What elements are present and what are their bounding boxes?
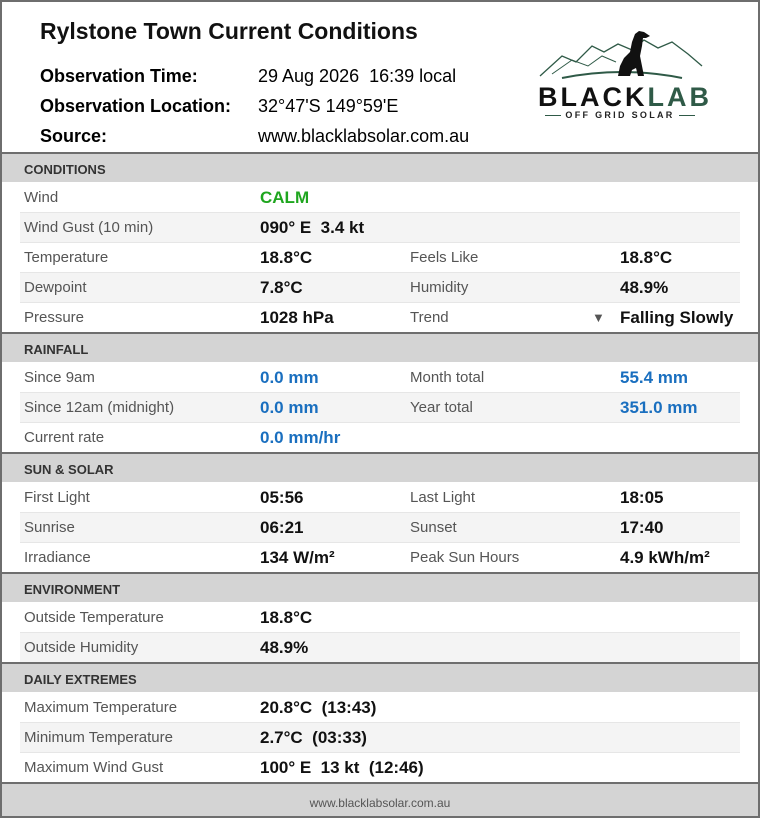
humidity-label: Humidity	[410, 279, 469, 296]
table-row	[20, 363, 740, 393]
outside-temperature-value: 18.8°C	[260, 608, 313, 627]
sunset-value: 17:40	[620, 518, 664, 537]
table-row	[20, 243, 740, 273]
last-light-label: Last Light	[410, 489, 476, 506]
wind-gust-value: 090° E 3.4 kt	[260, 218, 365, 237]
since-9am-value: 0.0 mm	[260, 368, 319, 387]
section-conditions-header: CONDITIONS	[2, 152, 758, 182]
section-sun-header: SUN & SOLAR	[2, 452, 758, 482]
dog-mountains-icon	[532, 26, 712, 82]
table-row	[20, 183, 740, 213]
since-midnight-value: 0.0 mm	[260, 398, 319, 417]
table-row	[20, 513, 740, 543]
sunrise-value: 06:21	[260, 518, 304, 537]
observation-location-value: 32°47'S 149°59'E	[258, 96, 399, 116]
humidity-value: 48.9%	[620, 278, 669, 297]
trend-value: Falling Slowly	[620, 308, 734, 327]
table-row	[20, 213, 740, 243]
outside-humidity-label: Outside Humidity	[24, 639, 139, 656]
logo-word-black: BLACK	[538, 82, 648, 112]
temperature-label: Temperature	[24, 249, 109, 266]
section-environment-header: ENVIRONMENT	[2, 572, 758, 602]
table-row	[20, 603, 740, 633]
sunset-label: Sunset	[410, 519, 457, 536]
wind-gust-label: Wind Gust (10 min)	[24, 219, 154, 236]
dewpoint-value: 7.8°C	[260, 278, 303, 297]
max-wind-gust-value: 100° E 13 kt (12:46)	[260, 758, 424, 777]
wind-value: CALM	[260, 188, 310, 207]
logo-word-green: LAB	[647, 82, 712, 112]
temperature-value: 18.8°C	[260, 248, 313, 267]
logo-tagline: OFF GRID SOLAR	[538, 110, 702, 120]
table-row	[20, 483, 740, 513]
dewpoint-label: Dewpoint	[24, 279, 87, 296]
pressure-label: Pressure	[24, 309, 85, 326]
table-row	[20, 693, 740, 723]
trend-down-arrow-icon: ▼	[592, 310, 605, 325]
logo-wordmark	[538, 82, 712, 113]
outside-humidity-value: 48.9%	[260, 638, 309, 657]
min-temperature-label: Minimum Temperature	[24, 729, 173, 746]
table-row	[20, 753, 740, 783]
peak-sun-hours-label: Peak Sun Hours	[410, 549, 520, 566]
header	[2, 2, 758, 153]
observation-time-label: Observation Time:	[40, 66, 198, 86]
observation-location-label: Observation Location:	[40, 96, 232, 116]
page-title: Rylstone Town Current Conditions	[40, 18, 418, 44]
source-label: Source:	[40, 126, 108, 146]
min-temperature-value: 2.7°C (03:33)	[260, 728, 367, 747]
table-row	[20, 423, 740, 453]
since-9am-label: Since 9am	[24, 369, 95, 386]
table-row	[20, 393, 740, 423]
max-wind-gust-label: Maximum Wind Gust	[24, 759, 164, 776]
feels-like-value: 18.8°C	[620, 248, 673, 267]
feels-like-label: Feels Like	[410, 249, 479, 266]
since-midnight-label: Since 12am (midnight)	[24, 399, 175, 416]
table-row	[20, 723, 740, 753]
pressure-value: 1028 hPa	[260, 308, 334, 327]
max-temperature-value: 20.8°C (13:43)	[260, 698, 377, 717]
current-rate-label: Current rate	[24, 429, 105, 446]
blacklab-logo	[532, 26, 712, 126]
month-total-value: 55.4 mm	[620, 368, 689, 387]
current-rate-value: 0.0 mm/hr	[260, 428, 341, 447]
table-row	[20, 543, 740, 573]
year-total-label: Year total	[410, 399, 473, 416]
observation-time-value: 29 Aug 2026 16:39 local	[258, 66, 457, 86]
sunrise-label: Sunrise	[24, 519, 75, 536]
source-value: www.blacklabsolar.com.au	[258, 126, 470, 146]
year-total-value: 351.0 mm	[620, 398, 698, 417]
footer-link[interactable]: www.blacklabsolar.com.au	[2, 782, 758, 816]
section-extremes-header: DAILY EXTREMES	[2, 662, 758, 692]
table-row	[20, 303, 740, 333]
outside-temperature-label: Outside Temperature	[24, 609, 164, 626]
table-row	[20, 273, 740, 303]
month-total-label: Month total	[410, 369, 485, 386]
table-row	[20, 633, 740, 663]
first-light-value: 05:56	[260, 488, 304, 507]
first-light-label: First Light	[24, 489, 90, 506]
last-light-value: 18:05	[620, 488, 664, 507]
trend-label: Trend	[410, 309, 449, 326]
irradiance-label: Irradiance	[24, 549, 91, 566]
irradiance-value: 134 W/m²	[260, 548, 335, 567]
peak-sun-hours-value: 4.9 kWh/m²	[620, 548, 710, 567]
max-temperature-label: Maximum Temperature	[24, 699, 178, 716]
section-rainfall-header: RAINFALL	[2, 332, 758, 362]
wind-label: Wind	[24, 189, 59, 206]
